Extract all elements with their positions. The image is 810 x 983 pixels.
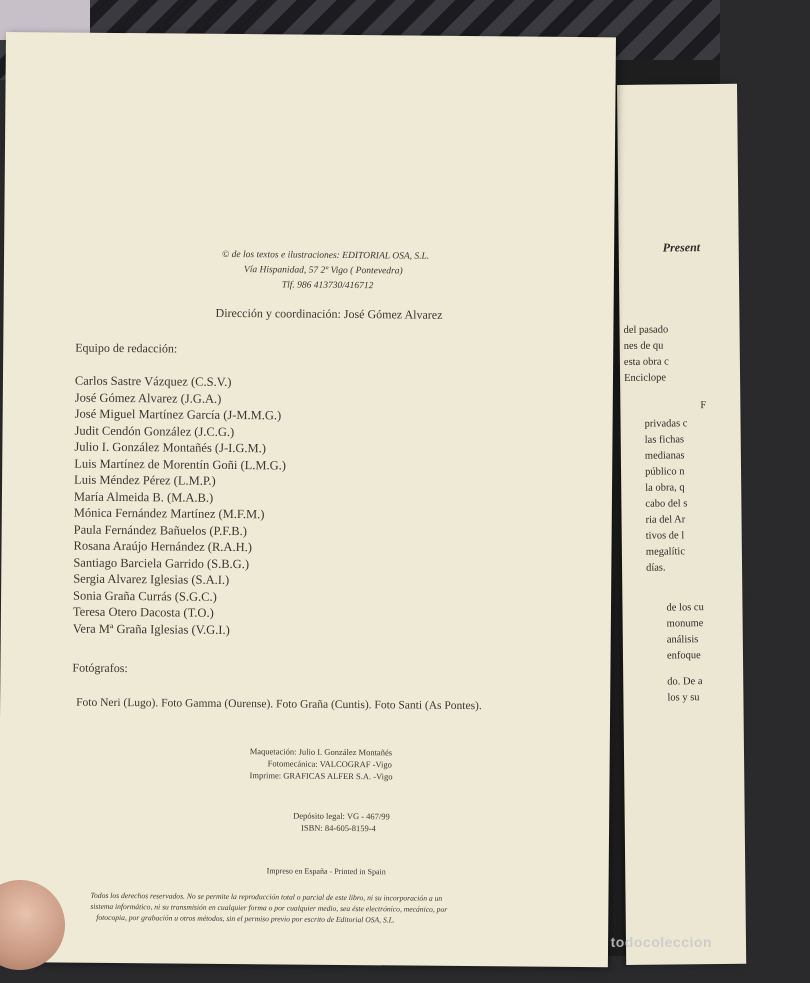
right-line: medianas <box>644 450 685 462</box>
team-member: Teresa Otero Dacosta (T.O.) <box>72 604 214 620</box>
team-member: Santiago Barciela Garrido (S.B.G.) <box>73 555 250 571</box>
production-line: Fotomecánica: VALCOGRAF -Vigo <box>267 758 392 770</box>
right-line: las fichas <box>644 434 685 446</box>
production-line: Imprime: GRAFICAS ALFER S.A. -Vigo <box>249 770 393 782</box>
rights-line: sistema informático, ni su transmisión en cualquier forma o por cualquier medio, sea éste electrónico, mecánico, por <box>90 901 448 914</box>
team-member: José Miguel Martínez García (J-M.M.G.) <box>74 406 282 423</box>
team-label: Equipo de redacción: <box>75 340 178 356</box>
rights-line: fotocopia, por grabación u otros métodos, sin el permiso previo por escrito de Editorial OSA, S.L. <box>96 912 395 925</box>
team-member: Rosana Araújo Hernández (R.A.H.) <box>73 538 252 555</box>
right-line: do. De a <box>667 676 703 688</box>
team-member: Mónica Fernández Martínez (M.F.M.) <box>73 505 265 522</box>
rights-line: Todos los derechos reservados. No se permite la reproducción total o parcial de este libro, ni su incorporación a un <box>90 890 443 903</box>
right-page-heading: Present <box>662 240 701 255</box>
team-member: Sergia Alvarez Iglesias (S.A.I.) <box>73 571 230 587</box>
team-member: Carlos Sastre Vázquez (C.S.V.) <box>74 373 232 389</box>
team-member: Julio I. González Montañés (J-I.G.M.) <box>74 439 267 456</box>
right-line: R <box>796 305 804 317</box>
team-list <box>73 373 287 639</box>
watermark-text: todocoleccion <box>610 934 712 950</box>
credit-line: Vía Hispanidad, 57 2º Vigo ( Pontevedra) <box>243 265 403 277</box>
credit-line: Tlf. 986 413730/416712 <box>281 280 374 292</box>
right-line: público n <box>644 466 685 478</box>
credit-line: © de los textos e ilustraciones: EDITORIAL OSA, S.L. <box>222 249 430 262</box>
right-line: enfoque <box>666 650 701 662</box>
right-page <box>617 84 804 965</box>
right-line: Enciclope <box>624 372 667 384</box>
right-line: F <box>700 400 707 412</box>
team-member: Luis Méndez Pérez (L.M.P.) <box>74 472 216 488</box>
team-member: Paula Fernández Bañuelos (P.F.B.) <box>73 522 248 538</box>
team-member: Sonia Graña Currás (S.G.C.) <box>73 588 217 604</box>
team-member: Judit Cendón González (J.C.G.) <box>74 423 235 439</box>
photographers-line: Foto Neri (Lugo). Foto Gamma (Ourense). Foto Graña (Cuntis). Foto Santi (As Pontes). <box>76 696 482 713</box>
right-line: nes de qu <box>623 340 664 352</box>
right-line: megalític <box>645 546 686 558</box>
right-line: la obra, q <box>645 482 685 494</box>
left-page <box>0 32 616 967</box>
right-line: ria del Ar <box>645 514 686 526</box>
team-member: José Gómez Alvarez (J.G.A.) <box>74 390 222 406</box>
right-line: tivos de l <box>645 530 685 542</box>
right-line: monume <box>666 618 704 630</box>
right-line: días. <box>646 562 666 574</box>
photographers-label: Fotógrafos: <box>72 660 128 676</box>
right-line: los y su <box>667 692 700 704</box>
right-line: esta obra c <box>623 356 669 368</box>
right-line: privadas c <box>644 418 688 430</box>
printed-line: Impreso en España - Printed in Spain <box>266 866 386 877</box>
right-line: de los cu <box>666 602 704 614</box>
right-line: análisis <box>666 634 699 646</box>
direction-line: Dirección y coordinación: José Gómez Alvarez <box>215 305 443 322</box>
legal-line: Depósito legal: VG - 467/99 <box>293 810 390 822</box>
legal-line: ISBN: 84-605-8159-4 <box>301 822 376 834</box>
team-member: Vera Mª Graña Iglesias (V.G.I.) <box>72 621 230 637</box>
right-line: del pasado <box>623 324 669 336</box>
production-line: Maquetación: Julio I. González Montañés <box>249 746 393 758</box>
team-member: Luis Martínez de Morentín Goñi (L.M.G.) <box>74 456 287 472</box>
team-member: María Almeida B. (M.A.B.) <box>73 489 214 505</box>
right-line: cabo del s <box>645 498 688 510</box>
